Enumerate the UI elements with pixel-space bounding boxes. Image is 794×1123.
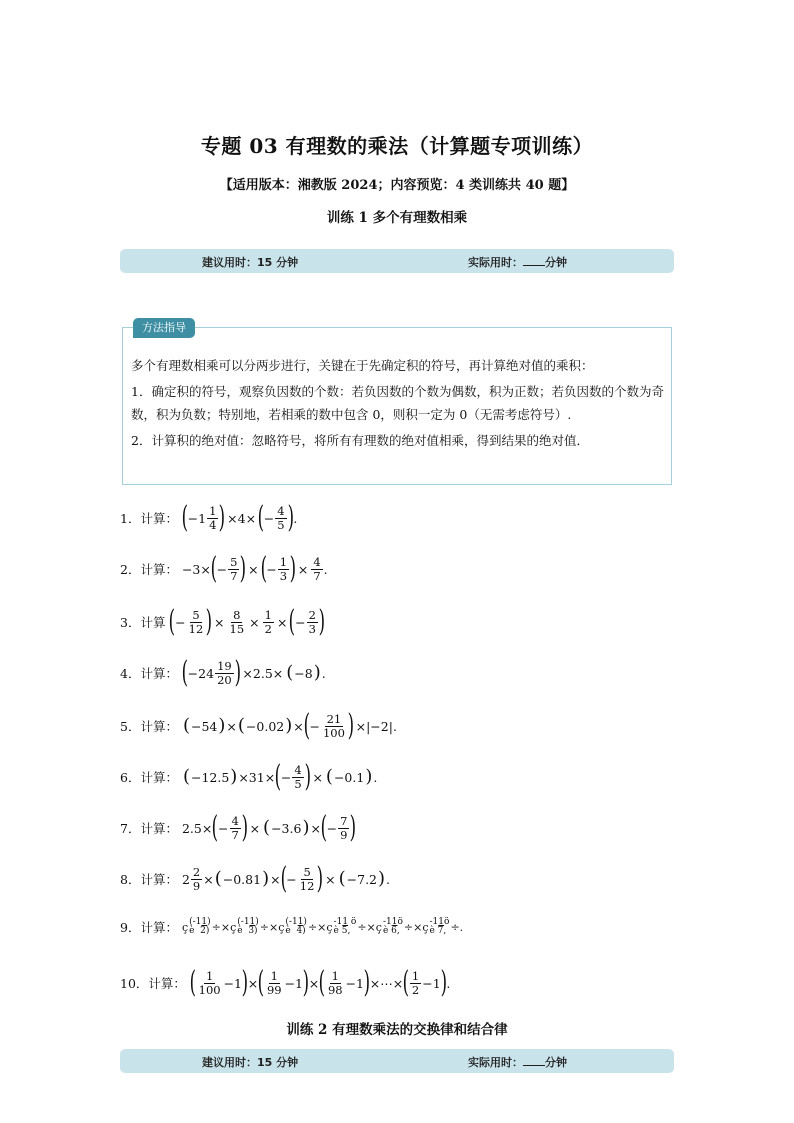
problem-3 xyxy=(120,604,326,639)
problem-number: 9．计算： xyxy=(120,920,178,935)
problem-8 xyxy=(120,861,391,896)
problem-expression: ( −1 $\frac{1}{4}$ ) ×4× ( − $\frac{4}{5}$ ) . xyxy=(181,500,298,535)
problem-number: 7．计算： xyxy=(120,821,178,836)
problem-number: 5．计算： xyxy=(120,719,178,734)
time-bar-2 xyxy=(120,1049,674,1073)
actual-time: 实际用时： 分钟 xyxy=(468,256,567,269)
problem-9 xyxy=(120,918,463,936)
page-title: 专题 03 有理数的乘法（计算题专项训练） xyxy=(200,134,594,158)
problem-number: 10．计算： xyxy=(120,976,186,991)
problem-expression: ( −24 $\frac{19}{20}$ ) ×2.5× ( −8 ) . xyxy=(181,655,326,690)
problem-expression: ( −12.5 ) ×31× ( − $\frac{4}{5}$ ) × ( −0.1 ) . xyxy=(182,759,378,794)
method-line-1: 1．确定积的符号，观察负因数的个数：若负因数的个数为偶数，积为正数；若负因数的个数为奇数，积为负数；特别地，若相乘的数中包含 0，则积一定为 0（无需考虑符号）. xyxy=(131,384,664,422)
actual-time: 实际用时： 分钟 xyxy=(468,1056,567,1069)
problem-expression: −3× ( − $\frac{5}{7}$ ) × ( − $\frac{1}{3}$ ) × $\frac{4}{7}$ . xyxy=(181,551,328,586)
problem-expression: ( −54 ) × ( −0.02 ) × ( − $\frac{21}{100}$ ) ×|−2|. xyxy=(182,708,397,743)
problem-number: 3．计算 xyxy=(120,615,166,630)
suggested-time: 建议用时：15 分钟 xyxy=(202,256,299,269)
problem-7 xyxy=(120,810,357,845)
problem-expression: 2.5× ( − $\frac{4}{7}$ ) × ( −3.6 ) × ( − $\frac{7}{9}$ ) xyxy=(181,810,357,845)
problem-5 xyxy=(120,708,399,743)
problem-4 xyxy=(120,655,326,690)
method-tag: 方法指导 xyxy=(133,318,195,338)
problem-2 xyxy=(120,551,328,586)
problem-expression: ( − $\frac{5}{12}$ ) × $\frac{8}{15}$ × $\frac{1}{2}$ × ( − $\frac{2}{3}$ ) xyxy=(169,604,326,639)
section-title-2: 训练 2 有理数乘法的交换律和结合律 xyxy=(286,1022,508,1038)
time-bar-1 xyxy=(120,249,674,273)
problem-expression: ( $\frac{1}{100}$ −1 ) × ( $\frac{1}{99}$ −1 ) × ( $\frac{1}{98}$ −1 ) ×⋯× ( $\frac{1}{2}$ −1 ) . xyxy=(189,965,451,1000)
time-blank xyxy=(523,1055,545,1066)
problem-expression: ç (-11) è 2) ÷×ç (-11) è 3) ÷×ç (-11) è 4) ÷×ç -11 ö è 5, ÷×ç -11ö è 6, ÷×ç -11ö è 7, ÷. xyxy=(181,917,464,936)
time-blank xyxy=(523,255,545,266)
page-subtitle: 【适用版本：湘教版 2024；内容预览：4 类训练共 40 题】 xyxy=(219,178,575,193)
problem-number: 4．计算： xyxy=(120,666,178,681)
suggested-time: 建议用时：15 分钟 xyxy=(202,1056,299,1069)
method-line-2: 2．计算积的绝对值：忽略符号，将所有有理数的绝对值相乘，得到结果的绝对值． xyxy=(131,433,589,448)
problem-6 xyxy=(120,759,378,794)
problem-10 xyxy=(120,965,451,1000)
problem-1 xyxy=(120,500,298,535)
section-title-1: 训练 1 多个有理数相乘 xyxy=(326,210,468,226)
problem-expression: 2 $\frac{2}{9}$ × ( −0.81 ) × ( − $\frac{5}{12}$ ) × ( −7.2 ) . xyxy=(181,861,391,896)
problem-number: 1．计算： xyxy=(120,511,178,526)
method-line-intro: 多个有理数相乘可以分两步进行，关键在于先确定积的符号，再计算绝对值的乘积： xyxy=(131,358,594,373)
problem-number: 8．计算： xyxy=(120,872,178,887)
method-text xyxy=(131,354,666,452)
problem-number: 2．计算： xyxy=(120,562,178,577)
problem-number: 6．计算： xyxy=(120,770,178,785)
